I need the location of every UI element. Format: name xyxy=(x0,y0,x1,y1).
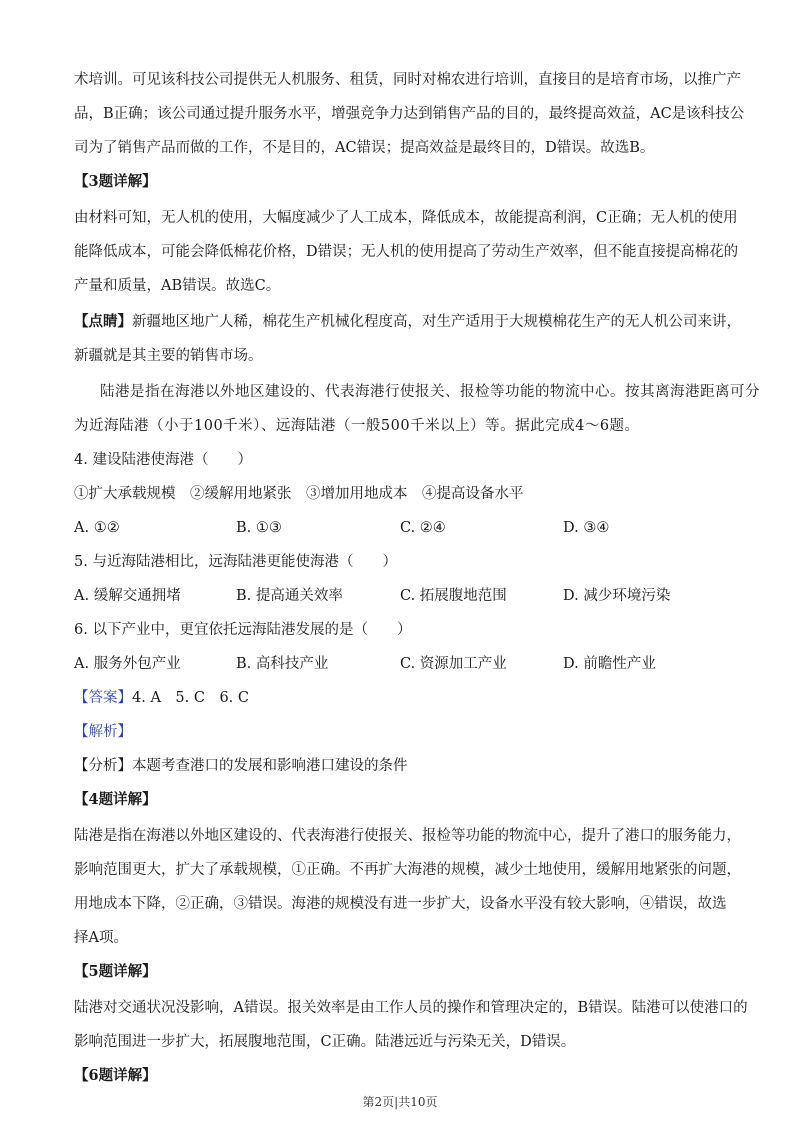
question-6-option-a: A. 服务外包产业 xyxy=(74,656,181,672)
question-5-option-a: A. 缓解交通拥堵 xyxy=(74,588,181,604)
question-4-option-c: C. ②④ xyxy=(400,520,446,536)
paragraph-line: 能降低成本，可能会降低棉花价格，D错误；无人机的使用提高了劳动生产效率，但不能直接提高棉花的 xyxy=(74,244,739,260)
answer-text: 4. A 5. C 6. C xyxy=(132,690,249,706)
dianjing-note xyxy=(74,312,741,332)
question-6-option-b: B. 高科技产业 xyxy=(236,656,329,672)
paragraph-line: 术培训。可见该科技公司提供无人机服务、租赁，同时对棉农进行培训，直接目的是培育市场，以推广产 xyxy=(74,72,741,88)
paragraph-line: 择A项。 xyxy=(74,930,128,946)
question-4-option-d: D. ③④ xyxy=(563,520,610,536)
paragraph-line: 陆港是指在海港以外地区建设的、代表海港行使报关、报检等功能的物流中心，提升了港口的服务能力， xyxy=(74,828,741,844)
dianjing-label: 【点睛】 xyxy=(74,313,132,330)
answer-label: 【答案】 xyxy=(74,690,132,706)
question-4-option-a: A. ①② xyxy=(74,520,120,536)
answer-line xyxy=(74,688,734,708)
paragraph-line: 由材料可知，无人机的使用，大幅度减少了人工成本，降低成本，故能提高利润，C正确；无人机的使用 xyxy=(74,210,738,226)
question-4-option-b: B. ①③ xyxy=(236,520,282,536)
paragraph-line: 新疆就是其主要的销售市场。 xyxy=(74,348,263,364)
question-5-option-d: D. 减少环境污染 xyxy=(563,588,671,604)
analysis-label: 【解析】 xyxy=(74,724,132,740)
material-intro-line: 为近海陆港（小于100千米）、远海陆港（一般500千米以上）等。据此完成4～6题。 xyxy=(74,418,640,434)
section-heading-q4-detail: 【4题详解】 xyxy=(74,791,157,808)
question-6-option-d: D. 前瞻性产业 xyxy=(563,656,656,672)
question-5-option-c: C. 拓展腹地范围 xyxy=(400,588,507,604)
paragraph-line: 用地成本下降，②正确，③错误。海港的规模没有进一步扩大，设备水平没有较大影响，④错误，故选 xyxy=(74,896,727,912)
fenxi-label: 【分析】 xyxy=(74,758,132,774)
paragraph-line: 产量和质量，AB错误。故选C。 xyxy=(74,278,281,294)
section-heading-q6-detail: 【6题详解】 xyxy=(74,1067,157,1084)
material-intro-line: 陆港是指在海港以外地区建设的、代表海港行使报关、报检等功能的物流中心。按其离海港距离可分 xyxy=(100,384,760,400)
paragraph-line: 品，B正确；该公司通过提升服务水平，增强竞争力达到销售产品的目的，最终提高效益，AC是该科技公 xyxy=(74,106,745,122)
page-number-footer: 第2页|共10页 xyxy=(362,1095,438,1109)
paragraph-line: 司为了销售产品而做的工作，不是目的，AC错误；提高效益是最终目的，D错误。故选B。 xyxy=(74,140,655,156)
question-5-stem: 5. 与近海陆港相比，远海陆港更能使海港（ ） xyxy=(74,554,397,570)
fenxi-text: 本题考查港口的发展和影响港口建设的条件 xyxy=(132,758,408,774)
paragraph-line: 影响范围进一步扩大，拓展腹地范围，C正确。陆港远近与污染无关，D错误。 xyxy=(74,1034,576,1050)
section-heading-q3-detail: 【3题详解】 xyxy=(74,173,157,190)
fenxi-line xyxy=(74,756,734,776)
paragraph-line: 陆港对交通状况没影响，A错误。报关效率是由工作人员的操作和管理决定的，B错误。陆港可以使港口的 xyxy=(74,1000,748,1016)
paragraph-line: 影响范围更大，扩大了承载规模，①正确。不再扩大海港的规模，减少土地使用，缓解用地紧张的问题， xyxy=(74,862,741,878)
question-4-stem: 4. 建设陆港使海港（ ） xyxy=(74,452,252,468)
question-5-option-b: B. 提高通关效率 xyxy=(236,588,343,604)
question-6-option-c: C. 资源加工产业 xyxy=(400,656,507,672)
question-4-statements: ①扩大承载规模 ②缓解用地紧张 ③增加用地成本 ④提高设备水平 xyxy=(74,486,524,502)
question-6-stem: 6. 以下产业中，更宜依托远海陆港发展的是（ ） xyxy=(74,622,412,638)
dianjing-text: 新疆地区地广人稀，棉花生产机械化程度高，对生产适用于大规模棉花生产的无人机公司来讲， xyxy=(132,314,741,330)
section-heading-q5-detail: 【5题详解】 xyxy=(74,963,157,980)
